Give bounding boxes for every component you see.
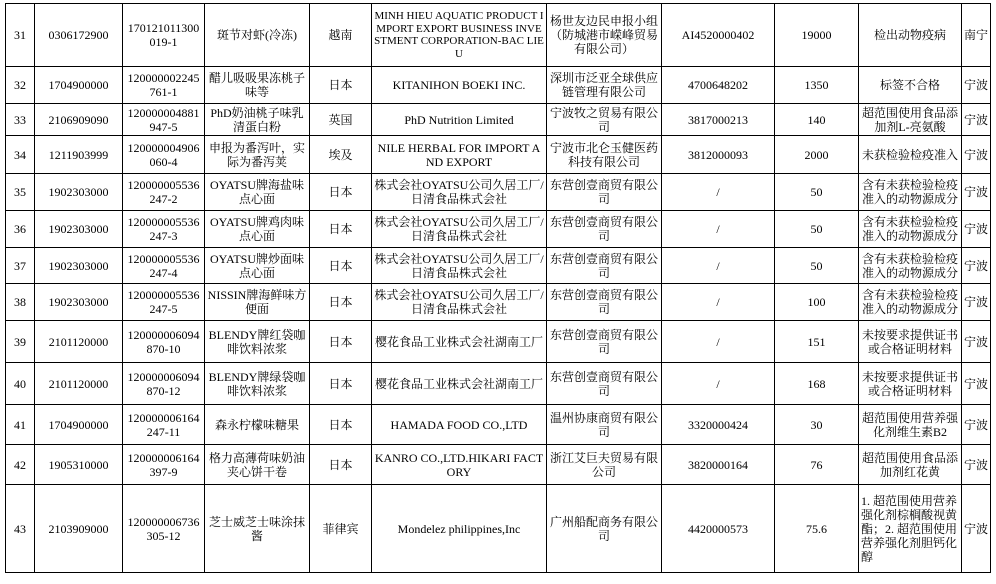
cell-importer-name: 温州协康商贸有限公司	[547, 405, 662, 445]
cell-rejection-reason: 含有未获检验检疫准入的动物源成分	[859, 211, 962, 248]
table-row	[6, 363, 991, 405]
table-row	[6, 321, 991, 363]
cell-producer-name: Mondelez philippines,Inc	[372, 485, 547, 573]
cell-registration-number: /	[662, 363, 775, 405]
cell-registration-number: /	[662, 284, 775, 321]
cell-hs-code: 1902303000	[35, 284, 123, 321]
cell-product-name: 格力高薄荷味奶油夹心饼干卷	[205, 445, 310, 485]
cell-port-name: 宁波	[962, 321, 991, 363]
cell-quantity: 75.6	[775, 485, 859, 573]
cell-origin-country: 日本	[310, 405, 372, 445]
cell-producer-name: 樱花食品工业株式会社湖南工厂	[372, 321, 547, 363]
cell-product-name: BLENDY牌红袋咖啡饮料浓浆	[205, 321, 310, 363]
cell-producer-name: 株式会社OYATSU公司久居工厂/日清食品株式会社	[372, 174, 547, 211]
cell-origin-country: 日本	[310, 284, 372, 321]
table-row	[6, 284, 991, 321]
cell-port-name: 宁波	[962, 136, 991, 174]
cell-hs-code: 2106909090	[35, 104, 123, 136]
cell-port-name: 南宁	[962, 4, 991, 67]
cell-rejection-reason: 含有未获检验检疫准入的动物源成分	[859, 248, 962, 284]
cell-record-code: 120000006164247-11	[123, 405, 205, 445]
cell-rejection-reason: 超范围使用食品添加剂L-亮氨酸	[859, 104, 962, 136]
cell-quantity: 168	[775, 363, 859, 405]
table-row	[6, 211, 991, 248]
cell-row-number: 31	[6, 4, 35, 67]
cell-record-code: 120000006094870-10	[123, 321, 205, 363]
cell-record-code: 120000005536247-5	[123, 284, 205, 321]
cell-producer-name: 株式会社OYATSU公司久居工厂/日清食品株式会社	[372, 284, 547, 321]
cell-importer-name: 东营创壹商贸有限公司	[547, 321, 662, 363]
cell-origin-country: 日本	[310, 67, 372, 104]
cell-hs-code: 2103909000	[35, 485, 123, 573]
cell-product-name: 醋儿吸吸果冻桃子味等	[205, 67, 310, 104]
cell-rejection-reason: 检出动物疫病	[859, 4, 962, 67]
cell-origin-country: 菲律宾	[310, 485, 372, 573]
cell-origin-country: 埃及	[310, 136, 372, 174]
cell-hs-code: 1704900000	[35, 67, 123, 104]
cell-producer-name: 樱花食品工业株式会社湖南工厂	[372, 363, 547, 405]
cell-quantity: 76	[775, 445, 859, 485]
cell-producer-name: KITANIHON BOEKI INC.	[372, 67, 547, 104]
cell-quantity: 140	[775, 104, 859, 136]
cell-rejection-reason: 超范围使用营养强化剂维生素B2	[859, 405, 962, 445]
cell-rejection-reason: 含有未获检验检疫准入的动物源成分	[859, 174, 962, 211]
cell-hs-code: 2101120000	[35, 321, 123, 363]
table-row	[6, 4, 991, 67]
cell-registration-number: 3820000164	[662, 445, 775, 485]
cell-row-number: 42	[6, 445, 35, 485]
cell-importer-name: 东营创壹商贸有限公司	[547, 363, 662, 405]
cell-row-number: 38	[6, 284, 35, 321]
cell-hs-code: 1902303000	[35, 174, 123, 211]
table-row	[6, 136, 991, 174]
cell-producer-name: 株式会社OYATSU公司久居工厂/日清食品株式会社	[372, 211, 547, 248]
cell-record-code: 170121011300019-1	[123, 4, 205, 67]
cell-producer-name: MINH HIEU AQUATIC PRODUCT IMPORT EXPORT BUSINESS INVESTMENT CORPORATION-BAC LIEU	[372, 4, 547, 67]
cell-port-name: 宁波	[962, 174, 991, 211]
cell-importer-name: 宁波市北仑玉健医药科技有限公司	[547, 136, 662, 174]
cell-record-code: 120000005536247-3	[123, 211, 205, 248]
cell-product-name: PhD奶油桃子味乳清蛋白粉	[205, 104, 310, 136]
cell-hs-code: 2101120000	[35, 363, 123, 405]
cell-origin-country: 日本	[310, 174, 372, 211]
cell-origin-country: 日本	[310, 211, 372, 248]
cell-quantity: 151	[775, 321, 859, 363]
cell-hs-code: 1704900000	[35, 405, 123, 445]
cell-product-name: 森永柠檬味糖果	[205, 405, 310, 445]
cell-quantity: 100	[775, 284, 859, 321]
cell-producer-name: PhD Nutrition Limited	[372, 104, 547, 136]
cell-registration-number: 3320000424	[662, 405, 775, 445]
cell-row-number: 34	[6, 136, 35, 174]
cell-quantity: 50	[775, 211, 859, 248]
cell-rejection-reason: 超范围使用食品添加剂红花黄	[859, 445, 962, 485]
cell-port-name: 宁波	[962, 67, 991, 104]
cell-origin-country: 日本	[310, 248, 372, 284]
cell-importer-name: 深圳市泛亚全球供应链管理有限公司	[547, 67, 662, 104]
cell-product-name: OYATSU牌鸡肉味点心面	[205, 211, 310, 248]
cell-port-name: 宁波	[962, 211, 991, 248]
cell-registration-number: 3812000093	[662, 136, 775, 174]
cell-quantity: 50	[775, 174, 859, 211]
cell-product-name: 芝士威芝士味涂抹酱	[205, 485, 310, 573]
document-page	[5, 3, 991, 573]
cell-quantity: 1350	[775, 67, 859, 104]
cell-importer-name: 东营创壹商贸有限公司	[547, 284, 662, 321]
cell-origin-country: 英国	[310, 104, 372, 136]
cell-record-code: 120000006736305-12	[123, 485, 205, 573]
cell-row-number: 43	[6, 485, 35, 573]
cell-row-number: 35	[6, 174, 35, 211]
cell-port-name: 宁波	[962, 284, 991, 321]
cell-record-code: 120000002245761-1	[123, 67, 205, 104]
cell-product-name: 斑节对虾(冷冻)	[205, 4, 310, 67]
cell-registration-number: /	[662, 248, 775, 284]
cell-registration-number: /	[662, 321, 775, 363]
cell-registration-number: 4700648202	[662, 67, 775, 104]
cell-record-code: 120000005536247-4	[123, 248, 205, 284]
cell-hs-code: 1905310000	[35, 445, 123, 485]
cell-importer-name: 杨世友边民申报小组（防城港市嵘峰贸易有限公司）	[547, 4, 662, 67]
cell-producer-name: KANRO CO.,LTD.HIKARI FACTORY	[372, 445, 547, 485]
cell-quantity: 2000	[775, 136, 859, 174]
cell-row-number: 39	[6, 321, 35, 363]
table-row	[6, 104, 991, 136]
cell-hs-code: 1902303000	[35, 248, 123, 284]
cell-registration-number: /	[662, 211, 775, 248]
cell-quantity: 19000	[775, 4, 859, 67]
cell-record-code: 120000004881947-5	[123, 104, 205, 136]
cell-importer-name: 浙江艾巨夫贸易有限公司	[547, 445, 662, 485]
cell-quantity: 30	[775, 405, 859, 445]
cell-port-name: 宁波	[962, 445, 991, 485]
cell-rejection-reason: 未按要求提供证书或合格证明材料	[859, 363, 962, 405]
cell-registration-number: AI4520000402	[662, 4, 775, 67]
cell-importer-name: 广州船配商务有限公司	[547, 485, 662, 573]
rejected-imports-table	[5, 3, 991, 573]
cell-registration-number: 3817000213	[662, 104, 775, 136]
cell-importer-name: 东营创壹商贸有限公司	[547, 211, 662, 248]
cell-product-name: NISSIN牌海鲜味方便面	[205, 284, 310, 321]
cell-product-name: OYATSU牌海盐味点心面	[205, 174, 310, 211]
cell-origin-country: 日本	[310, 445, 372, 485]
cell-origin-country: 日本	[310, 363, 372, 405]
cell-rejection-reason: 标签不合格	[859, 67, 962, 104]
table-row	[6, 485, 991, 573]
table-row	[6, 405, 991, 445]
cell-row-number: 37	[6, 248, 35, 284]
cell-port-name: 宁波	[962, 248, 991, 284]
cell-row-number: 40	[6, 363, 35, 405]
cell-importer-name: 东营创壹商贸有限公司	[547, 248, 662, 284]
cell-product-name: OYATSU牌炒面味点心面	[205, 248, 310, 284]
cell-port-name: 宁波	[962, 104, 991, 136]
cell-row-number: 36	[6, 211, 35, 248]
cell-rejection-reason: 未获检验检疫准入	[859, 136, 962, 174]
cell-record-code: 120000004906060-4	[123, 136, 205, 174]
cell-registration-number: /	[662, 174, 775, 211]
table-row	[6, 248, 991, 284]
cell-record-code: 120000005536247-2	[123, 174, 205, 211]
cell-row-number: 32	[6, 67, 35, 104]
cell-producer-name: 株式会社OYATSU公司久居工厂/日清食品株式会社	[372, 248, 547, 284]
cell-hs-code: 1211903999	[35, 136, 123, 174]
cell-importer-name: 东营创壹商贸有限公司	[547, 174, 662, 211]
cell-product-name: BLENDY牌绿袋咖啡饮料浓浆	[205, 363, 310, 405]
table-row	[6, 445, 991, 485]
cell-quantity: 50	[775, 248, 859, 284]
table-row	[6, 174, 991, 211]
cell-rejection-reason: 未按要求提供证书或合格证明材料	[859, 321, 962, 363]
cell-origin-country: 日本	[310, 321, 372, 363]
cell-origin-country: 越南	[310, 4, 372, 67]
cell-rejection-reason: 1. 超范围使用营养强化剂棕榈酸视黄酯；2. 超范围使用营养强化剂胆钙化醇	[859, 485, 962, 573]
cell-row-number: 33	[6, 104, 35, 136]
cell-registration-number: 4420000573	[662, 485, 775, 573]
cell-product-name: 申报为番泻叶，实际为番泻荚	[205, 136, 310, 174]
cell-port-name: 宁波	[962, 405, 991, 445]
cell-record-code: 120000006164397-9	[123, 445, 205, 485]
cell-row-number: 41	[6, 405, 35, 445]
cell-record-code: 120000006094870-12	[123, 363, 205, 405]
cell-port-name: 宁波	[962, 363, 991, 405]
cell-hs-code: 1902303000	[35, 211, 123, 248]
cell-producer-name: NILE HERBAL FOR IMPORT AND EXPORT	[372, 136, 547, 174]
table-row	[6, 67, 991, 104]
cell-rejection-reason: 含有未获检验检疫准入的动物源成分	[859, 284, 962, 321]
cell-producer-name: HAMADA FOOD CO.,LTD	[372, 405, 547, 445]
cell-importer-name: 宁波牧之贸易有限公司	[547, 104, 662, 136]
cell-hs-code: 0306172900	[35, 4, 123, 67]
cell-port-name: 宁波	[962, 485, 991, 573]
